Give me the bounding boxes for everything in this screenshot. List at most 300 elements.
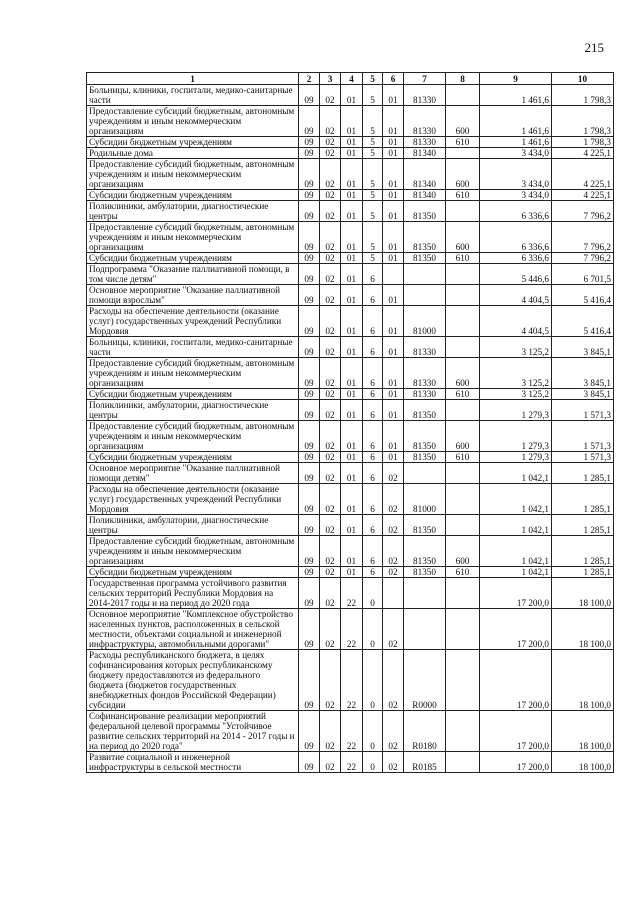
section-code-cell: 09 [299,452,320,463]
amount-2018-cell: 6 336,6 [480,201,552,222]
direction-code-cell: 81330 [404,337,446,358]
amount-2018-cell: 4 404,5 [480,306,552,337]
direction-code-cell: 81330 [404,389,446,400]
measure-code-cell: 01 [383,253,404,264]
subprogram-code-cell: 5 [363,159,383,190]
measure-code-cell: 01 [383,337,404,358]
subsection-code-cell: 02 [320,201,341,222]
measure-code-cell: 02 [383,536,404,567]
amount-2018-cell: 1 042,1 [480,515,552,536]
row-name-cell: Подпрограмма "Оказание паллиативной помощи, в том числе детям" [87,264,299,285]
subprogram-code-cell: 5 [363,137,383,148]
direction-code-cell: 81350 [404,253,446,264]
row-name-cell: Предоставление субсидий бюджетным, автономным учреждениям и иным некоммерческим организациям [87,159,299,190]
row-name-cell: Субсидии бюджетным учреждениям [87,190,299,201]
row-name-cell: Субсидии бюджетным учреждениям [87,253,299,264]
amount-2018-cell: 17 200,0 [480,711,552,752]
table-row [87,484,614,515]
amount-2019-cell: 18 100,0 [552,711,614,752]
section-code-cell: 09 [299,201,320,222]
subprogram-code-cell: 6 [363,358,383,389]
table-row [87,264,614,285]
subsection-code-cell: 02 [320,515,341,536]
section-code-cell: 09 [299,484,320,515]
measure-code-cell: 01 [383,190,404,201]
row-name-cell: Предоставление субсидий бюджетным, автономным учреждениям и иным некоммерческим организациям [87,536,299,567]
amount-2018-cell: 3 434,0 [480,190,552,201]
program-code-cell: 01 [341,337,363,358]
direction-code-cell: 81350 [404,536,446,567]
amount-2018-cell: 1 042,1 [480,484,552,515]
measure-code-cell: 02 [383,711,404,752]
subprogram-code-cell: 0 [363,609,383,650]
measure-code-cell: 01 [383,148,404,159]
subprogram-code-cell: 6 [363,285,383,306]
section-code-cell: 09 [299,567,320,578]
measure-code-cell: 02 [383,567,404,578]
direction-code-cell [404,609,446,650]
section-code-cell: 09 [299,148,320,159]
section-code-cell: 09 [299,536,320,567]
table-row [87,137,614,148]
section-code-cell: 09 [299,253,320,264]
section-code-cell: 09 [299,515,320,536]
row-name-cell: Предоставление субсидий бюджетным, автономным учреждениям и иным некоммерческим организациям [87,106,299,137]
direction-code-cell: 81350 [404,515,446,536]
table-row [87,358,614,389]
row-name-cell: Поликлиники, амбулатории, диагностические центры [87,515,299,536]
subprogram-code-cell: 6 [363,567,383,578]
amount-2018-cell: 3 434,0 [480,159,552,190]
amount-2019-cell: 4 225,1 [552,190,614,201]
subsection-code-cell: 02 [320,222,341,253]
table-row [87,148,614,159]
row-name-cell: Расходы республиканского бюджета, в целях софинансирования которых республиканскому бюджету предоставляются из федерального бюджета (бюджетов государственных внебюджетных фондов Российской Федерации) субсидии [87,650,299,711]
row-name-cell: Поликлиники, амбулатории, диагностические центры [87,400,299,421]
program-code-cell: 22 [341,578,363,609]
row-name-cell: Основное мероприятие "Оказание паллиативной помощи взрослым" [87,285,299,306]
amount-2019-cell: 7 796,2 [552,222,614,253]
amount-2019-cell: 3 845,1 [552,337,614,358]
subsection-code-cell: 02 [320,106,341,137]
direction-code-cell: 81350 [404,400,446,421]
expense-type-cell: 600 [446,159,480,190]
expense-type-cell [446,711,480,752]
table-row [87,389,614,400]
direction-code-cell [404,463,446,484]
measure-code-cell: 01 [383,137,404,148]
subprogram-code-cell: 5 [363,222,383,253]
measure-code-cell: 02 [383,515,404,536]
amount-2019-cell: 6 701,5 [552,264,614,285]
amount-2018-cell: 3 125,2 [480,358,552,389]
subprogram-code-cell: 6 [363,484,383,515]
program-code-cell: 01 [341,536,363,567]
program-code-cell: 01 [341,222,363,253]
subsection-code-cell: 02 [320,137,341,148]
subsection-code-cell: 02 [320,711,341,752]
measure-code-cell: 01 [383,452,404,463]
program-code-cell: 22 [341,609,363,650]
amount-2019-cell: 4 225,1 [552,159,614,190]
page-number: 215 [584,40,604,55]
table-row [87,463,614,484]
expense-type-cell [446,85,480,106]
subsection-code-cell: 02 [320,578,341,609]
amount-2019-cell: 3 845,1 [552,389,614,400]
section-code-cell: 09 [299,106,320,137]
amount-2019-cell: 4 225,1 [552,148,614,159]
expense-type-cell [446,463,480,484]
amount-2018-cell: 1 461,6 [480,85,552,106]
expense-type-cell [446,306,480,337]
table-body [87,85,614,773]
subprogram-code-cell: 0 [363,711,383,752]
subprogram-code-cell: 5 [363,85,383,106]
measure-code-cell [383,264,404,285]
direction-code-cell: 81350 [404,452,446,463]
measure-code-cell: 01 [383,85,404,106]
amount-2018-cell: 1 042,1 [480,536,552,567]
expense-type-cell: 600 [446,222,480,253]
amount-2018-cell: 1 042,1 [480,463,552,484]
expense-type-cell [446,484,480,515]
subsection-code-cell: 02 [320,190,341,201]
direction-code-cell: 81350 [404,567,446,578]
table-row [87,285,614,306]
section-code-cell: 09 [299,85,320,106]
subprogram-code-cell: 5 [363,190,383,201]
subprogram-code-cell: 0 [363,578,383,609]
section-code-cell: 09 [299,463,320,484]
measure-code-cell: 02 [383,463,404,484]
program-code-cell: 01 [341,484,363,515]
measure-code-cell: 02 [383,609,404,650]
subsection-code-cell: 02 [320,159,341,190]
program-code-cell: 01 [341,567,363,578]
subsection-code-cell: 02 [320,463,341,484]
amount-2018-cell: 1 279,3 [480,421,552,452]
direction-code-cell: 81330 [404,137,446,148]
direction-code-cell: 81330 [404,358,446,389]
subsection-code-cell: 02 [320,389,341,400]
direction-code-cell: 81330 [404,106,446,137]
subsection-code-cell: 02 [320,285,341,306]
section-code-cell: 09 [299,711,320,752]
amount-2019-cell: 18 100,0 [552,609,614,650]
measure-code-cell: 01 [383,201,404,222]
amount-2018-cell: 5 446,6 [480,264,552,285]
column-header: 7 [404,73,446,85]
amount-2018-cell: 3 125,2 [480,389,552,400]
table-row [87,421,614,452]
row-name-cell: Предоставление субсидий бюджетным, автономным учреждениям и иным некоммерческим организациям [87,421,299,452]
amount-2018-cell: 6 336,6 [480,222,552,253]
row-name-cell: Больницы, клиники, госпитали, медико-санитарные части [87,337,299,358]
subsection-code-cell: 02 [320,85,341,106]
section-code-cell: 09 [299,222,320,253]
program-code-cell: 01 [341,253,363,264]
direction-code-cell: 81340 [404,190,446,201]
measure-code-cell: 01 [383,421,404,452]
row-name-cell: Субсидии бюджетным учреждениям [87,389,299,400]
subsection-code-cell: 02 [320,421,341,452]
expense-type-cell [446,337,480,358]
amount-2019-cell: 1 285,1 [552,463,614,484]
program-code-cell: 01 [341,452,363,463]
amount-2018-cell: 1 461,6 [480,106,552,137]
row-name-cell: Предоставление субсидий бюджетным, автономным учреждениям и иным некоммерческим организациям [87,222,299,253]
subsection-code-cell: 02 [320,536,341,567]
amount-2019-cell: 1 571,3 [552,421,614,452]
table-row [87,515,614,536]
section-code-cell: 09 [299,358,320,389]
amount-2019-cell: 7 796,2 [552,201,614,222]
expense-type-cell: 600 [446,358,480,389]
program-code-cell: 01 [341,306,363,337]
amount-2019-cell: 1 571,3 [552,400,614,421]
table-row [87,711,614,752]
row-name-cell: Расходы на обеспечение деятельности (оказание услуг) государственных учреждений Республики Мордовия [87,306,299,337]
program-code-cell: 01 [341,159,363,190]
subsection-code-cell: 02 [320,609,341,650]
amount-2018-cell: 17 200,0 [480,650,552,711]
expense-type-cell [446,609,480,650]
direction-code-cell: 81340 [404,148,446,159]
direction-code-cell: 81350 [404,421,446,452]
measure-code-cell: 01 [383,306,404,337]
section-code-cell: 09 [299,306,320,337]
program-code-cell: 01 [341,148,363,159]
subprogram-code-cell: 6 [363,306,383,337]
column-header: 9 [480,73,552,85]
subprogram-code-cell: 0 [363,650,383,711]
subprogram-code-cell: 6 [363,421,383,452]
column-header: 8 [446,73,480,85]
table-row [87,400,614,421]
section-code-cell: 09 [299,137,320,148]
direction-code-cell: 81000 [404,306,446,337]
subsection-code-cell: 02 [320,567,341,578]
subsection-code-cell: 02 [320,400,341,421]
measure-code-cell: 02 [383,752,404,773]
direction-code-cell: 81000 [404,484,446,515]
amount-2019-cell: 1 798,3 [552,85,614,106]
subprogram-code-cell: 6 [363,515,383,536]
table-row [87,567,614,578]
amount-2018-cell: 17 200,0 [480,578,552,609]
table-row [87,452,614,463]
section-code-cell: 09 [299,190,320,201]
expense-type-cell: 600 [446,536,480,567]
subsection-code-cell: 02 [320,358,341,389]
subprogram-code-cell: 6 [363,389,383,400]
amount-2019-cell: 1 798,3 [552,137,614,148]
amount-2019-cell: 18 100,0 [552,752,614,773]
amount-2019-cell: 18 100,0 [552,578,614,609]
table-row [87,609,614,650]
table-row [87,201,614,222]
amount-2018-cell: 3 434,0 [480,148,552,159]
direction-code-cell: 81350 [404,201,446,222]
program-code-cell: 01 [341,400,363,421]
section-code-cell: 09 [299,609,320,650]
section-code-cell: 09 [299,389,320,400]
amount-2018-cell: 1 042,1 [480,567,552,578]
subsection-code-cell: 02 [320,306,341,337]
program-code-cell: 01 [341,421,363,452]
amount-2019-cell: 5 416,4 [552,285,614,306]
amount-2018-cell: 1 279,3 [480,452,552,463]
program-code-cell: 01 [341,285,363,306]
subsection-code-cell: 02 [320,452,341,463]
section-code-cell: 09 [299,578,320,609]
program-code-cell: 01 [341,137,363,148]
amount-2019-cell: 1 285,1 [552,515,614,536]
program-code-cell: 01 [341,389,363,400]
subprogram-code-cell: 0 [363,752,383,773]
row-name-cell: Субсидии бюджетным учреждениям [87,137,299,148]
table-row [87,752,614,773]
row-name-cell: Поликлиники, амбулатории, диагностические центры [87,201,299,222]
direction-code-cell [404,578,446,609]
amount-2019-cell: 3 845,1 [552,358,614,389]
table-row [87,578,614,609]
table-row [87,306,614,337]
expense-type-cell [446,285,480,306]
program-code-cell: 22 [341,711,363,752]
measure-code-cell: 01 [383,400,404,421]
row-name-cell: Софинансирование реализации мероприятий федеральной целевой программы "Устойчивое развитие сельских территорий на 2014 - 2017 годы и на период до 2020 года" [87,711,299,752]
subsection-code-cell: 02 [320,264,341,285]
subsection-code-cell: 02 [320,253,341,264]
table-row [87,85,614,106]
expense-type-cell: 600 [446,421,480,452]
expense-type-cell [446,650,480,711]
expense-type-cell [446,752,480,773]
program-code-cell: 01 [341,358,363,389]
amount-2018-cell: 3 125,2 [480,337,552,358]
program-code-cell: 01 [341,463,363,484]
program-code-cell: 01 [341,106,363,137]
program-code-cell: 22 [341,752,363,773]
subprogram-code-cell: 6 [363,264,383,285]
row-name-cell: Субсидии бюджетным учреждениям [87,452,299,463]
direction-code-cell [404,285,446,306]
subprogram-code-cell: 6 [363,463,383,484]
subprogram-code-cell: 5 [363,148,383,159]
amount-2018-cell: 6 336,6 [480,253,552,264]
section-code-cell: 09 [299,264,320,285]
table-row [87,106,614,137]
subprogram-code-cell: 6 [363,536,383,567]
amount-2019-cell: 1 285,1 [552,567,614,578]
amount-2019-cell: 5 416,4 [552,306,614,337]
expense-type-cell: 610 [446,253,480,264]
expense-type-cell [446,148,480,159]
table-row [87,253,614,264]
amount-2019-cell: 7 796,2 [552,253,614,264]
measure-code-cell [383,578,404,609]
subprogram-code-cell: 6 [363,337,383,358]
direction-code-cell: R0180 [404,711,446,752]
amount-2018-cell: 4 404,5 [480,285,552,306]
column-header: 10 [552,73,614,85]
column-header: 4 [341,73,363,85]
row-name-cell: Предоставление субсидий бюджетным, автономным учреждениям и иным некоммерческим организациям [87,358,299,389]
column-header: 5 [363,73,383,85]
measure-code-cell: 01 [383,159,404,190]
section-code-cell: 09 [299,337,320,358]
amount-2018-cell: 1 279,3 [480,400,552,421]
subprogram-code-cell: 6 [363,400,383,421]
program-code-cell: 01 [341,85,363,106]
section-code-cell: 09 [299,650,320,711]
measure-code-cell: 01 [383,389,404,400]
column-header: 1 [87,73,299,85]
table-row [87,650,614,711]
amount-2019-cell: 1 571,3 [552,452,614,463]
subprogram-code-cell: 5 [363,201,383,222]
row-name-cell: Расходы на обеспечение деятельности (оказание услуг) государственных учреждений Республики Мордовия [87,484,299,515]
direction-code-cell: 81350 [404,222,446,253]
subprogram-code-cell: 5 [363,253,383,264]
section-code-cell: 09 [299,285,320,306]
row-name-cell: Субсидии бюджетным учреждениям [87,567,299,578]
program-code-cell: 01 [341,201,363,222]
expense-type-cell: 610 [446,567,480,578]
row-name-cell: Больницы, клиники, госпитали, медико-санитарные части [87,85,299,106]
section-code-cell: 09 [299,400,320,421]
table-row [87,536,614,567]
direction-code-cell: 81330 [404,85,446,106]
amount-2018-cell: 17 200,0 [480,609,552,650]
subsection-code-cell: 02 [320,650,341,711]
section-code-cell: 09 [299,752,320,773]
subsection-code-cell: 02 [320,148,341,159]
measure-code-cell: 02 [383,484,404,515]
amount-2019-cell: 1 798,3 [552,106,614,137]
direction-code-cell: R0000 [404,650,446,711]
expense-type-cell: 610 [446,190,480,201]
expense-type-cell: 610 [446,137,480,148]
column-header: 2 [299,73,320,85]
direction-code-cell [404,264,446,285]
budget-table [86,72,614,773]
table-header-row [87,73,614,85]
expense-type-cell [446,264,480,285]
subsection-code-cell: 02 [320,484,341,515]
table-row [87,337,614,358]
program-code-cell: 01 [341,515,363,536]
subprogram-code-cell: 6 [363,452,383,463]
column-header: 3 [320,73,341,85]
amount-2018-cell: 1 461,6 [480,137,552,148]
measure-code-cell: 01 [383,222,404,253]
program-code-cell: 01 [341,190,363,201]
subsection-code-cell: 02 [320,752,341,773]
amount-2019-cell: 1 285,1 [552,484,614,515]
expense-type-cell [446,515,480,536]
table-row [87,222,614,253]
expense-type-cell: 600 [446,106,480,137]
expense-type-cell: 610 [446,389,480,400]
section-code-cell: 09 [299,159,320,190]
amount-2019-cell: 1 285,1 [552,536,614,567]
expense-type-cell [446,201,480,222]
row-name-cell: Основное мероприятие "Оказание паллиативной помощи детям" [87,463,299,484]
table-row [87,190,614,201]
